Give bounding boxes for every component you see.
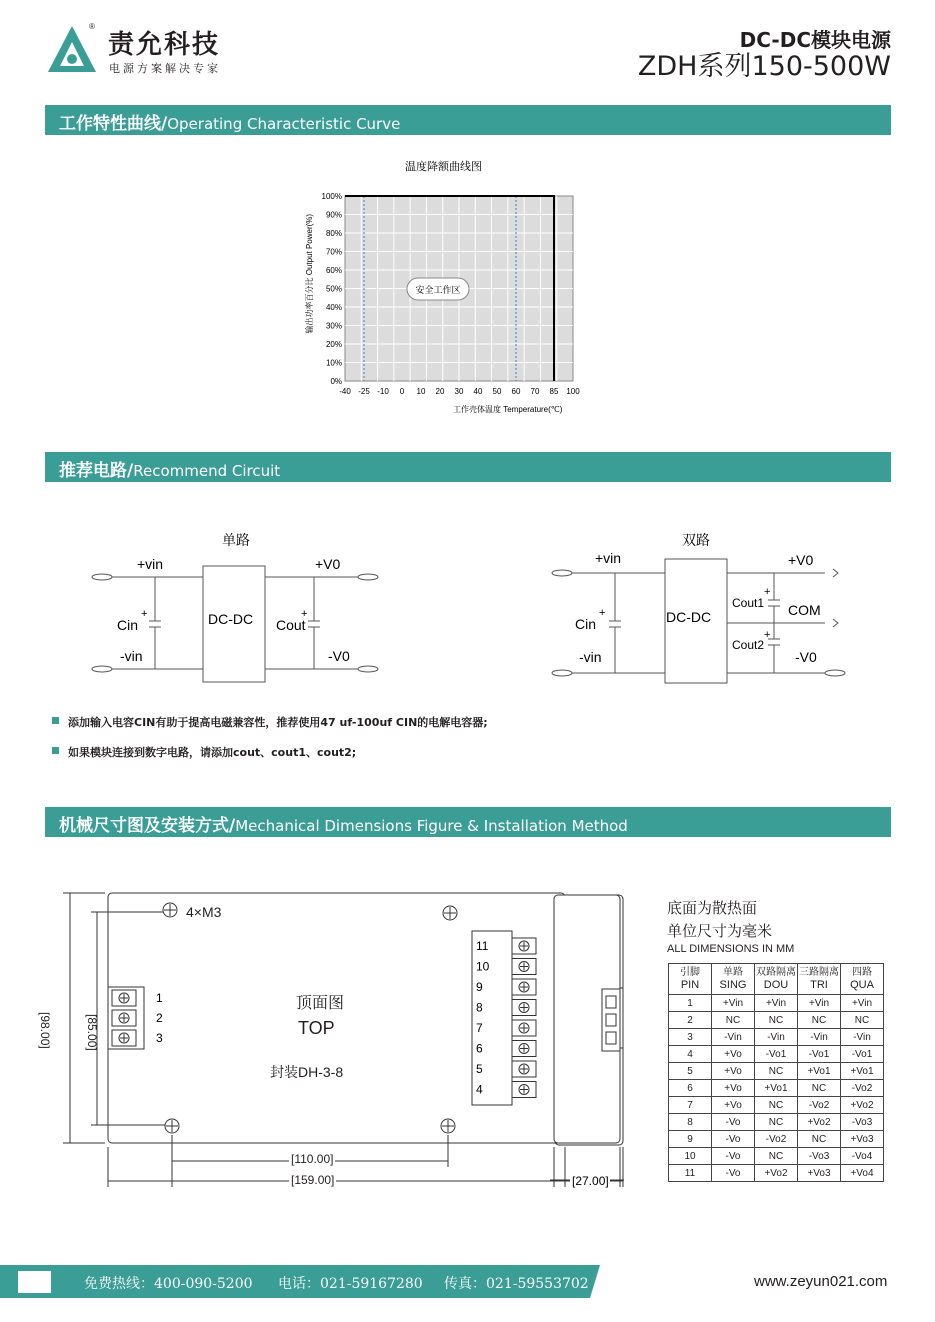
table-cell: -Vo: [712, 1114, 755, 1131]
series-title: ZDH系列150-500W: [637, 51, 891, 82]
terminal-v0-neg: [358, 666, 378, 672]
terminal-pin: [112, 1030, 163, 1046]
product-line: DC-DC模块电源: [739, 28, 891, 52]
company-slogan: 电源方案解决专家: [109, 62, 221, 75]
terminal-block-svg: [110, 988, 190, 1052]
y-tick-label: 0%: [330, 377, 342, 386]
table-cell: -Vo1: [798, 1046, 841, 1063]
mount-hole-top-right: [440, 903, 460, 923]
table-cell: 9: [669, 1131, 712, 1148]
terminal-v0-pos: [358, 574, 378, 580]
pin-table-header-cell: 双路隔离 DOU: [755, 964, 798, 995]
pin-number: 9: [476, 980, 483, 994]
table-cell: +Vo: [712, 1063, 755, 1080]
company-name: 责允科技: [108, 30, 221, 60]
label-vin-neg: -vin: [120, 648, 143, 664]
table-cell: NC: [798, 1012, 841, 1029]
table-cell: -Vo: [712, 1148, 755, 1165]
annotation-text: 安全工作区: [415, 285, 461, 295]
table-cell: -Vo1: [755, 1046, 798, 1063]
table-cell: -Vo2: [841, 1080, 884, 1097]
dual-module-label: DC-DC: [666, 609, 712, 625]
terminal-vin-neg: [92, 666, 112, 672]
table-cell: -Vo: [712, 1131, 755, 1148]
table-cell: +Vo2: [755, 1165, 798, 1182]
table-cell: -Vo3: [841, 1114, 884, 1131]
y-tick-label: 70%: [325, 247, 342, 257]
plus-cin: +: [141, 608, 148, 620]
label-vin-pos: +vin: [137, 556, 164, 572]
section-mech-bar: [45, 807, 891, 837]
x-axis-label: 工作壳体温度 Temperature(℃): [453, 405, 563, 414]
y-tick-label: 90%: [325, 210, 342, 220]
label-cout: Cout: [276, 617, 306, 633]
table-cell: +Vo3: [798, 1165, 841, 1182]
table-cell: +Vo2: [841, 1097, 884, 1114]
x-tick-label: 100: [566, 387, 580, 396]
pin-table-header-cell: 三路隔离 TRI: [798, 964, 841, 995]
table-row: [669, 1063, 884, 1080]
x-tick-label: 20: [435, 387, 445, 396]
bottom-note: 底面为散热面: [667, 899, 758, 917]
table-cell: NC: [755, 1148, 798, 1165]
terminal-vin-pos: [92, 574, 112, 580]
terminal-pin: [476, 979, 536, 995]
table-cell: -Vo: [712, 1165, 755, 1182]
table-cell: NC: [755, 1097, 798, 1114]
table-cell: +Vo: [712, 1080, 755, 1097]
x-tick-label: 50: [492, 387, 502, 396]
table-cell: NC: [755, 1063, 798, 1080]
table-cell: -Vin: [841, 1029, 884, 1046]
dual-label-v0-pos: +V0: [788, 552, 814, 568]
dual-output-circuit: [545, 525, 855, 695]
dual-label-vin-pos: +vin: [595, 550, 622, 566]
terminal-pin: [476, 1082, 536, 1098]
table-cell: +Vin: [755, 995, 798, 1012]
table-cell: -Vin: [712, 1029, 755, 1046]
table-cell: +Vo4: [841, 1165, 884, 1182]
footer-hotline: 免费热线：400-090-5200: [84, 1276, 253, 1292]
single-title: 单路: [222, 532, 250, 548]
y-tick-label: 80%: [325, 229, 342, 238]
label-v0-neg: -V0: [328, 648, 350, 664]
pin-number: 2: [156, 1011, 163, 1025]
terminal-block-svg: [476, 936, 556, 1104]
right-pin-terminals: [476, 936, 556, 1109]
dim-width-outer: [159.00]: [291, 1173, 335, 1187]
table-cell: 1: [669, 995, 712, 1012]
plus-cout: +: [301, 608, 308, 620]
table-cell: NC: [798, 1080, 841, 1097]
table-cell: 2: [669, 1012, 712, 1029]
plus-cout2: +: [764, 629, 771, 641]
table-cell: NC: [755, 1012, 798, 1029]
pin-number: 10: [476, 959, 490, 974]
dual-label-cin: Cin: [575, 616, 597, 632]
x-tick-label: -10: [377, 387, 389, 396]
label-cin: Cin: [117, 617, 139, 633]
pin-number: 8: [476, 1000, 483, 1015]
dim-width-inner: [110.00]: [291, 1152, 334, 1166]
footer-phone: 电话：021-59167280: [278, 1276, 423, 1292]
pin-number: 6: [476, 1041, 483, 1056]
registered-mark: ®: [89, 22, 95, 31]
terminal-pin: [112, 1010, 163, 1026]
table-row: [669, 995, 884, 1012]
section-curve-cn: 工作特性曲线/: [59, 114, 168, 134]
mount-hole-top-left: [160, 900, 180, 920]
table-cell: -Vo2: [755, 1131, 798, 1148]
unit-note: 单位尺寸为毫米: [667, 922, 773, 940]
table-cell: -Vo2: [798, 1097, 841, 1114]
table-row: [669, 1148, 884, 1165]
table-cell: +Vo: [712, 1046, 755, 1063]
table-row: [669, 1114, 884, 1131]
table-cell: -Vin: [798, 1029, 841, 1046]
table-cell: 10: [669, 1148, 712, 1165]
x-tick-label: 60: [511, 387, 521, 396]
table-cell: +Vo1: [798, 1063, 841, 1080]
x-tick-label: 70: [530, 387, 540, 396]
table-cell: +Vo2: [798, 1114, 841, 1131]
label-cout2: Cout2: [732, 638, 765, 652]
table-row: [669, 1097, 884, 1114]
section-circuit-en: Recommend Circuit: [133, 462, 281, 480]
module-label: DC-DC: [208, 611, 254, 627]
x-tick-label: 40: [473, 387, 483, 396]
table-cell: 5: [669, 1063, 712, 1080]
package-label: 封装DH-3-8: [270, 1064, 344, 1080]
table-row: [669, 1080, 884, 1097]
terminal-pin: [476, 1020, 536, 1036]
side-view: [550, 893, 630, 1193]
x-tick-label: -25: [358, 387, 370, 396]
footer-website[interactable]: www.zeyun021.com: [754, 1273, 888, 1290]
table-row: [669, 1029, 884, 1046]
table-cell: NC: [798, 1131, 841, 1148]
table-cell: 8: [669, 1114, 712, 1131]
top-view-cn: 顶面图: [296, 995, 345, 1012]
dual-plus-cin: +: [599, 607, 606, 619]
label-com: COM: [788, 602, 821, 618]
section-curve-en: Operating Characteristic Curve: [167, 115, 401, 133]
table-cell: 6: [669, 1080, 712, 1097]
y-tick-label: 50%: [325, 284, 342, 294]
table-cell: 11: [669, 1165, 712, 1182]
pin-number: 1: [156, 991, 163, 1005]
terminal-pin: [476, 938, 536, 954]
table-cell: -Vo3: [798, 1148, 841, 1165]
note-2: 如果模块连接到数字电路，请添加cout、cout1、cout2;: [52, 744, 356, 760]
section-mech-cn: 机械尺寸图及安装方式/: [59, 816, 236, 836]
dual-label-v0-neg: -V0: [795, 649, 817, 665]
x-tick-label: -40: [339, 387, 351, 396]
y-tick-label: 100%: [321, 192, 342, 201]
table-cell: NC: [712, 1012, 755, 1029]
section-mech-en: Mechanical Dimensions Figure & Installation Method: [235, 817, 628, 835]
unit-note-en: ALL DIMENSIONS IN MM: [667, 943, 795, 955]
terminal-pin: [476, 1041, 536, 1057]
x-tick-label: 10: [416, 387, 426, 396]
table-cell: +Vo3: [841, 1131, 884, 1148]
pin-number: 5: [476, 1062, 483, 1076]
section-circuit-cn: 推荐电路/: [59, 461, 134, 481]
table-row: [669, 1046, 884, 1063]
footer-fax: 传真：021-59553702: [444, 1276, 589, 1292]
y-tick-label: 10%: [325, 358, 342, 368]
section-curve-bar: [45, 105, 891, 135]
dim-height-inner: [85.00]: [85, 1014, 99, 1051]
dual-title: 双路: [682, 532, 710, 548]
terminal-pin: [476, 1061, 536, 1077]
pin-table-header-cell: 单路 SING: [712, 964, 755, 995]
pin-table: [668, 963, 884, 1182]
pin-number: 11: [476, 939, 489, 953]
x-tick-label: 85: [549, 387, 559, 396]
y-tick-label: 60%: [325, 266, 342, 275]
label-cout1: Cout1: [732, 596, 765, 610]
table-cell: +Vin: [712, 995, 755, 1012]
label-v0-pos: +V0: [315, 556, 341, 572]
left-pin-terminals: [110, 988, 190, 1057]
pin-table-header: [669, 964, 884, 995]
x-tick-label: 30: [454, 387, 464, 396]
dim-depth: [27.00]: [572, 1174, 609, 1188]
dim-height-outer: [98.00]: [38, 1012, 52, 1049]
table-cell: +Vo1: [755, 1080, 798, 1097]
pin-table-header-cell: 引脚 PIN: [669, 964, 712, 995]
pin-number: 7: [476, 1021, 483, 1035]
note-1: 添加输入电容CIN有助于提高电磁兼容性，推荐使用47 uf-100uf CIN的电解电容器;: [52, 714, 488, 730]
pin-table-header-cell: 四路 QUA: [841, 964, 884, 995]
derating-chart: [295, 150, 595, 425]
table-cell: +Vo: [712, 1097, 755, 1114]
table-cell: +Vin: [798, 995, 841, 1012]
top-view-en: TOP: [298, 1018, 335, 1038]
single-output-circuit: [85, 525, 395, 695]
table-cell: NC: [841, 1012, 884, 1029]
y-tick-label: 40%: [325, 303, 342, 312]
section-circuit-bar: [45, 452, 891, 482]
x-tick-label: 0: [399, 387, 405, 396]
table-cell: NC: [755, 1114, 798, 1131]
chart-title: 温度降额曲线图: [405, 161, 482, 173]
pin-number: 4: [476, 1082, 483, 1097]
table-cell: +Vin: [841, 995, 884, 1012]
company-logo: [44, 24, 100, 74]
y-tick-label: 30%: [325, 321, 342, 331]
table-cell: 7: [669, 1097, 712, 1114]
table-cell: 4: [669, 1046, 712, 1063]
terminal-pin: [112, 990, 163, 1006]
table-cell: +Vo1: [841, 1063, 884, 1080]
table-row: [669, 1131, 884, 1148]
mount-hole-bottom-right: [438, 1116, 458, 1136]
y-axis-label: 输出功率百分比 Output Power(%): [305, 213, 314, 334]
table-row: [669, 1012, 884, 1029]
plus-cout1: +: [764, 586, 771, 598]
table-cell: -Vo4: [841, 1148, 884, 1165]
table-cell: -Vo1: [841, 1046, 884, 1063]
dual-label-vin-neg: -vin: [579, 649, 602, 665]
y-tick-label: 20%: [325, 340, 342, 349]
terminal-pin: [476, 959, 536, 975]
terminal-pin: [476, 1000, 536, 1016]
table-cell: 3: [669, 1029, 712, 1046]
table-cell: -Vin: [755, 1029, 798, 1046]
logo-icon: [44, 24, 100, 74]
hole-label: 4×M3: [186, 904, 222, 920]
pin-number: 3: [156, 1031, 163, 1045]
table-row: [669, 1165, 884, 1182]
mount-hole-bottom-left: [162, 1116, 182, 1136]
footer: [0, 1265, 935, 1298]
